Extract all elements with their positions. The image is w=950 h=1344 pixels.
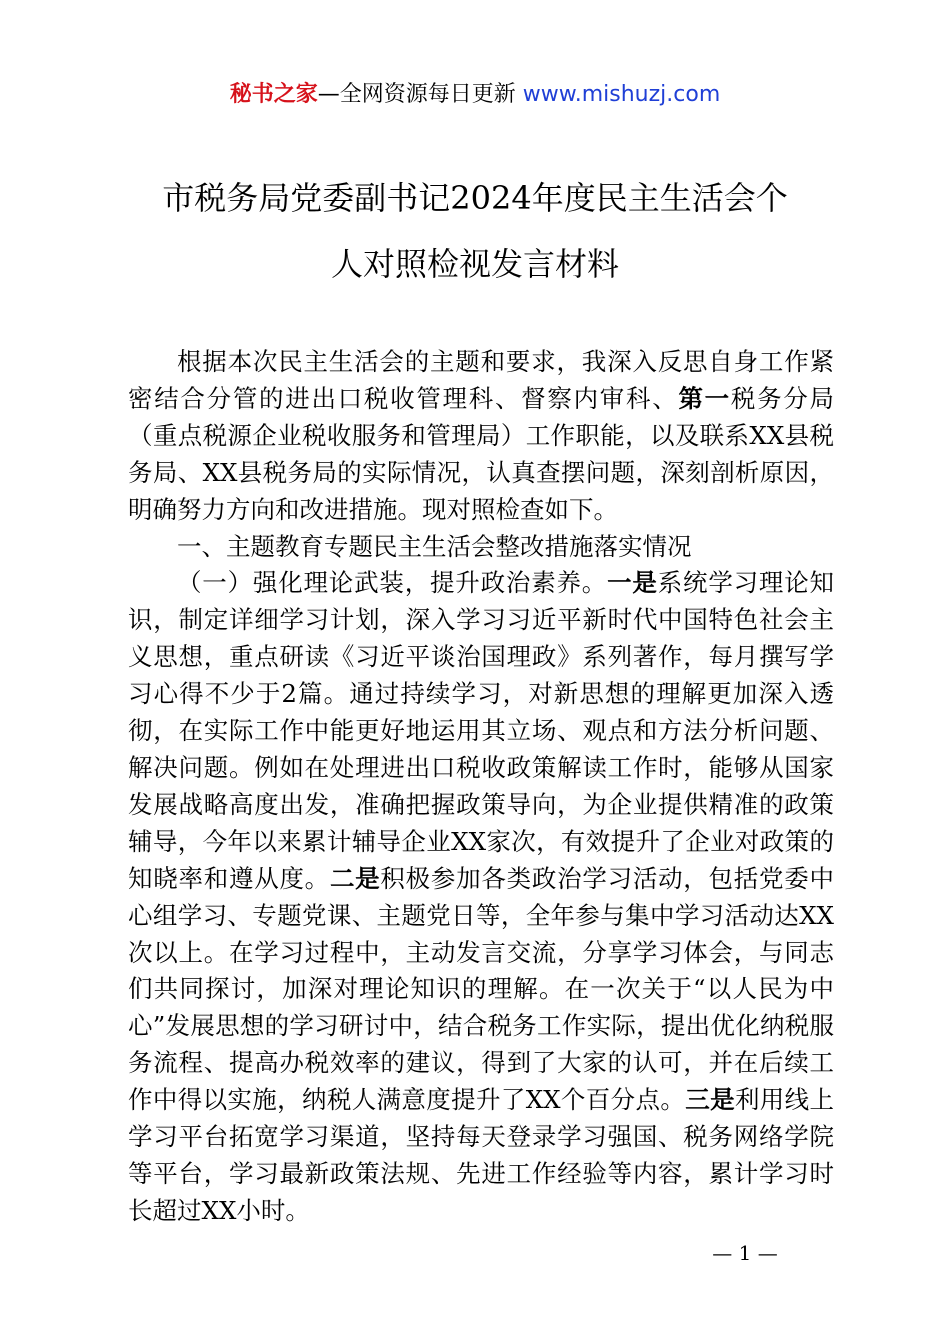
- document-title: [110, 165, 840, 297]
- point-three-text: 利用线上学习平台拓宽学习渠道，坚持每天登录学习强国、税务网络学院等平台，学习最新政策法规、先进工作经验等内容，累计学习时长超过XX小时。: [128, 1085, 835, 1225]
- point-two-label: 二是: [329, 863, 381, 893]
- intro-paragraph: [128, 344, 834, 529]
- document-body: [128, 344, 834, 1230]
- title-line-1: 市税务局党委副书记2024年度民主生活会个: [162, 179, 788, 217]
- section-heading-1: 一、主题教育专题民主生活会整改措施落实情况: [177, 531, 692, 561]
- intro-text-1: 根据本次民主生活会的主题和要求，我深入反思自身工作紧密结合分管的进出口税收管理科、督察内审科、: [128, 347, 834, 413]
- subsection-heading: （一）强化理论武装，提升政治素养。: [177, 568, 608, 598]
- point-one-text: 系统学习理论知识，制定详细学习计划，深入学习习近平新时代中国特色社会主义思想，重点研读《习近平谈治国理政》系列著作，每月撰写学习心得不少于2篇。通过持续学习，对新思想的理解更加深入透彻，在实际工作中能更好地运用其立场、观点和方法分析问题、解决问题。例如在处理进出口税收政策解读工作时，能够从国家发展战略高度出发，准确把握政策导向，为企业提供精准的政策辅导，今年以来累计辅导企业XX家次，有效提升了企业对政策的知晓率和遵从度。: [128, 568, 835, 893]
- page-number: — 1 —: [712, 1241, 778, 1265]
- site-tagline: —全网资源每日更新: [317, 82, 523, 107]
- intro-emphasis: 第一: [678, 383, 731, 413]
- intro-text-2: 税务分局（重点税源企业税收服务和管理局）工作职能，以及联系XX县税务局、XX县税务局的实际情况，认真查摆问题，深刻剖析原因，明确努力方向和改进措施。现对照检查如下。: [128, 383, 835, 524]
- subsection-paragraph-1: [128, 565, 834, 1229]
- point-two-text: 积极参加各类政治学习活动，包括党委中心组学习、专题党课、主题党日等，全年参与集中学习活动达XX次以上。在学习过程中，主动发言交流，分享学习体会，与同志们共同探讨，加深对理论知识的理解。在一次关于“以人民为中心”发展思想的学习研讨中，结合税务工作实际，提出优化纳税服务流程、提高办税效率的建议，得到了大家的认可，并在后续工作中得以实施，纳税人满意度提升了XX个百分点。: [128, 863, 835, 1115]
- title-line-2: 人对照检视发言材料: [330, 245, 619, 283]
- brand-name: 秘书之家: [229, 82, 318, 107]
- site-header: [0, 80, 950, 110]
- point-three-label: 三是: [685, 1085, 735, 1115]
- site-url[interactable]: www.mishuzj.com: [522, 82, 721, 107]
- point-one-label: 一是: [607, 568, 658, 598]
